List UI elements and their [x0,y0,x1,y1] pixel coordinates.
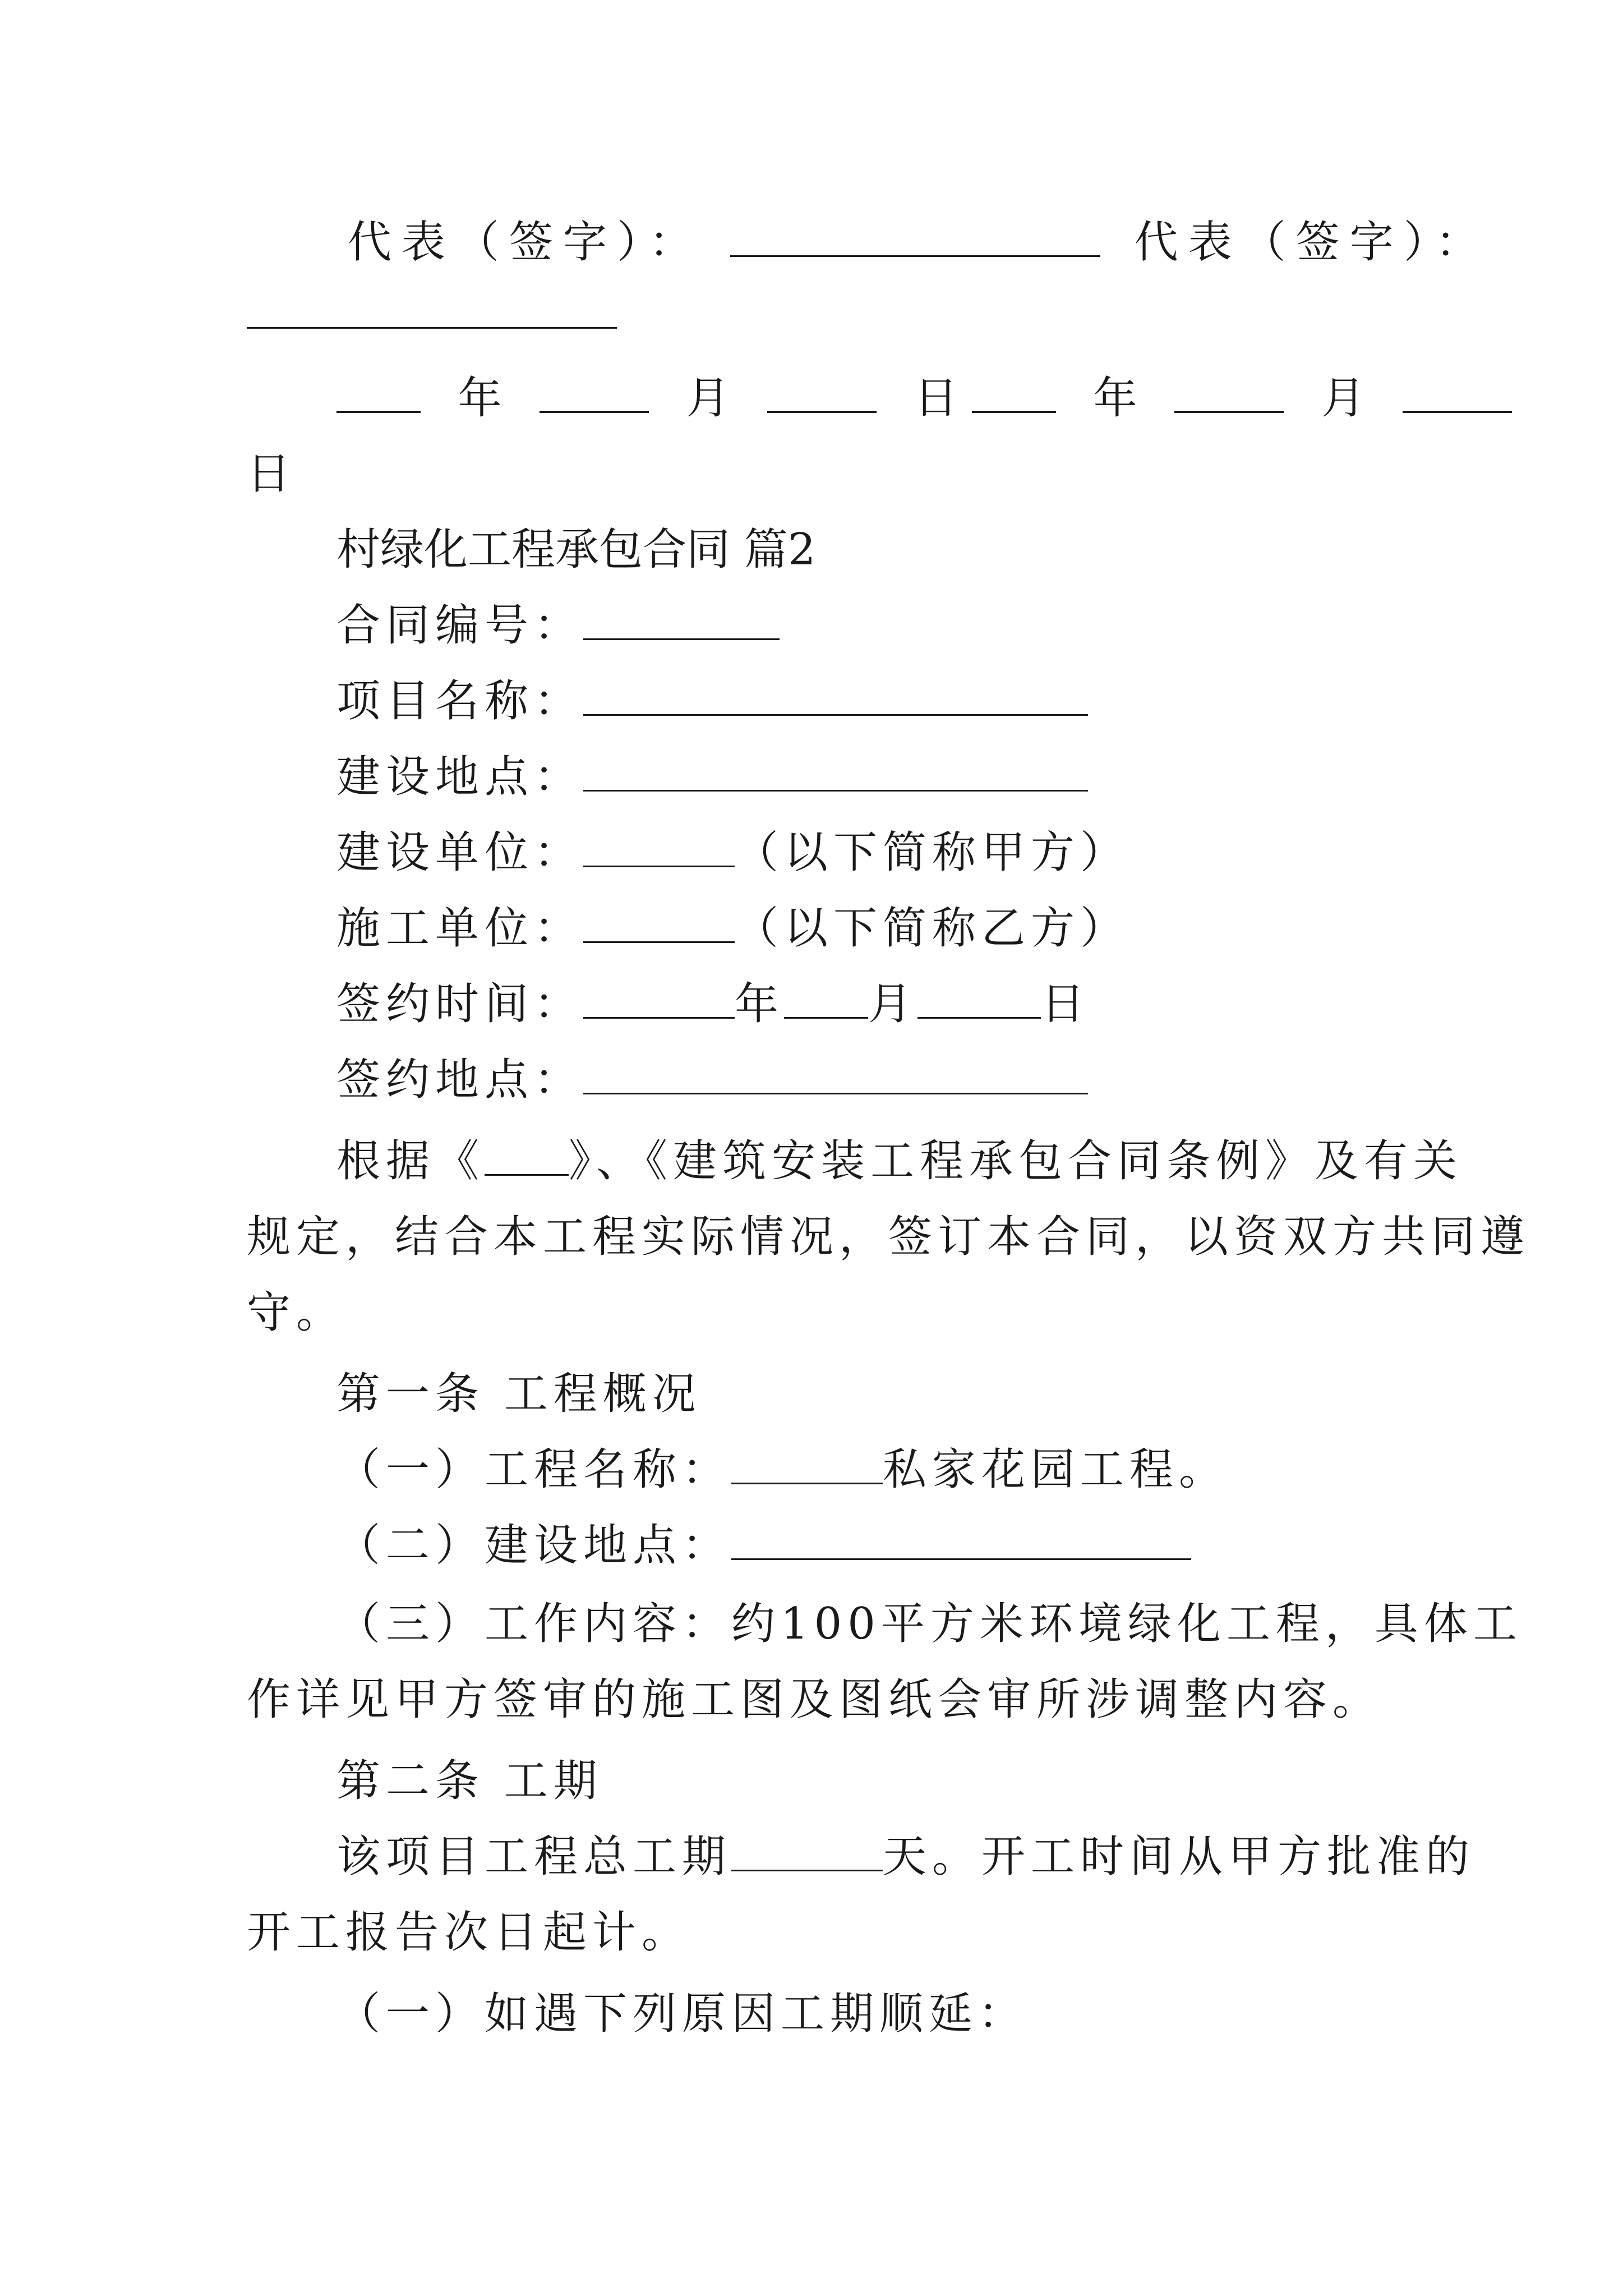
basis-line-2 [247,1203,1530,1271]
day-blank-b [1403,370,1512,413]
build-unit-row [336,819,1129,886]
year-blank-b [972,370,1056,413]
day-label-a: 日 [914,373,958,424]
build-site-blank [583,748,1088,792]
date-row [336,365,1512,432]
article-1-item-3-line-2-text: 作详见甲方签审的施工图及图纸会审所涉调整内容。 [247,1674,1382,1725]
month-blank-b [1174,370,1284,413]
construct-unit-note: （以下简称乙方） [735,903,1130,954]
construct-unit-row [336,895,1129,962]
article-2-line-1 [336,1823,1475,1890]
month-blank-a [540,370,649,413]
sign-time-year: 年 [735,979,785,1029]
article-2-line-1b: 天。开工时间从甲方批准的 [883,1832,1476,1882]
article-1-item-1a: （一）工程名称： [336,1444,732,1495]
duration-blank [731,1828,883,1871]
contract-no-row [336,592,780,659]
year-blank-a [336,370,421,413]
signature-row [348,209,1490,276]
article-2-item-1 [336,1980,1027,2047]
article-1-item-1 [336,1436,1228,1503]
sign-time-label: 签约时间： [336,979,584,1029]
build-unit-label: 建设单位： [336,827,584,878]
rep-sign-blank-b-line [247,280,617,348]
article-2-line-1a: 该项目工程总工期 [336,1832,732,1882]
section-heading-text: 村绿化工程承包合同 篇2 [336,524,816,575]
sign-time-year-blank [583,976,735,1019]
basis-line-3-text: 守。 [247,1287,346,1338]
article-1-item-2 [336,1512,1191,1579]
article-2-line-2 [247,1899,691,1966]
article-1-item-3-line-1-text: （三）工作内容：约100平方米环境绿化工程，具体工 [336,1599,1523,1649]
year-label-a: 年 [458,373,502,424]
article-1-item-2-label: （二）建设地点： [336,1520,732,1571]
article-2-line-2-text: 开工报告次日起计。 [247,1907,691,1958]
day-blank-a [767,370,877,413]
build-site-label: 建设地点： [336,752,584,802]
rep-sign-label-b: 代表（签字）： [1134,217,1490,268]
construct-unit-label: 施工单位： [336,903,584,954]
month-label-a: 月 [686,373,730,424]
sign-time-month: 月 [868,979,918,1029]
sign-place-row [336,1046,1088,1114]
section-heading [336,516,815,583]
article-1-title [336,1360,702,1428]
build-site-blank-2 [731,1517,1191,1560]
basis-line-1a: 根据《 [336,1136,485,1186]
article-1-item-1b: 私家花园工程。 [883,1444,1229,1495]
basis-line-2-text: 规定，结合本工程实际情况，签订本合同，以资双方共同遵 [247,1212,1530,1262]
sign-place-label: 签约地点： [336,1055,584,1105]
build-site-row [336,743,1088,811]
month-label-b: 月 [1321,373,1366,424]
article-1-item-3-line-2 [247,1666,1382,1733]
article-2-item-1-text: （一）如遇下列原因工期顺延： [336,1989,1028,2039]
rep-sign-label-a: 代表（签字）： [348,217,703,268]
construct-unit-blank [583,900,735,943]
basis-line-1 [336,1128,1463,1195]
project-name-blank [583,673,1088,716]
sign-time-row [336,970,1090,1038]
basis-law-blank [485,1133,569,1176]
contract-no-label: 合同编号： [336,600,584,651]
date-row-wrap [247,440,291,508]
day-label-b: 日 [247,449,291,499]
sign-time-day: 日 [1041,979,1091,1029]
contract-no-blank [583,597,780,640]
article-1-title-text: 第一条 工程概况 [336,1369,702,1419]
build-unit-note: （以下简称甲方） [735,827,1130,878]
sign-time-month-blank [784,976,868,1019]
basis-line-3 [247,1279,345,1346]
project-name-label: 项目名称： [336,676,584,726]
sign-time-day-blank [917,976,1041,1019]
article-2-title [336,1747,603,1815]
project-name-blank-2 [731,1441,883,1484]
basis-line-1b: 》、《建筑安装工程承包合同条例》及有关 [569,1136,1463,1186]
build-unit-blank [583,824,735,867]
year-label-b: 年 [1093,373,1137,424]
sign-place-blank [583,1051,1088,1094]
rep-sign-blank-b [247,286,617,329]
article-1-item-3-line-1 [336,1590,1523,1658]
rep-sign-blank-a [730,214,1100,257]
project-name-row [336,668,1088,735]
article-2-title-text: 第二条 工期 [336,1756,603,1806]
